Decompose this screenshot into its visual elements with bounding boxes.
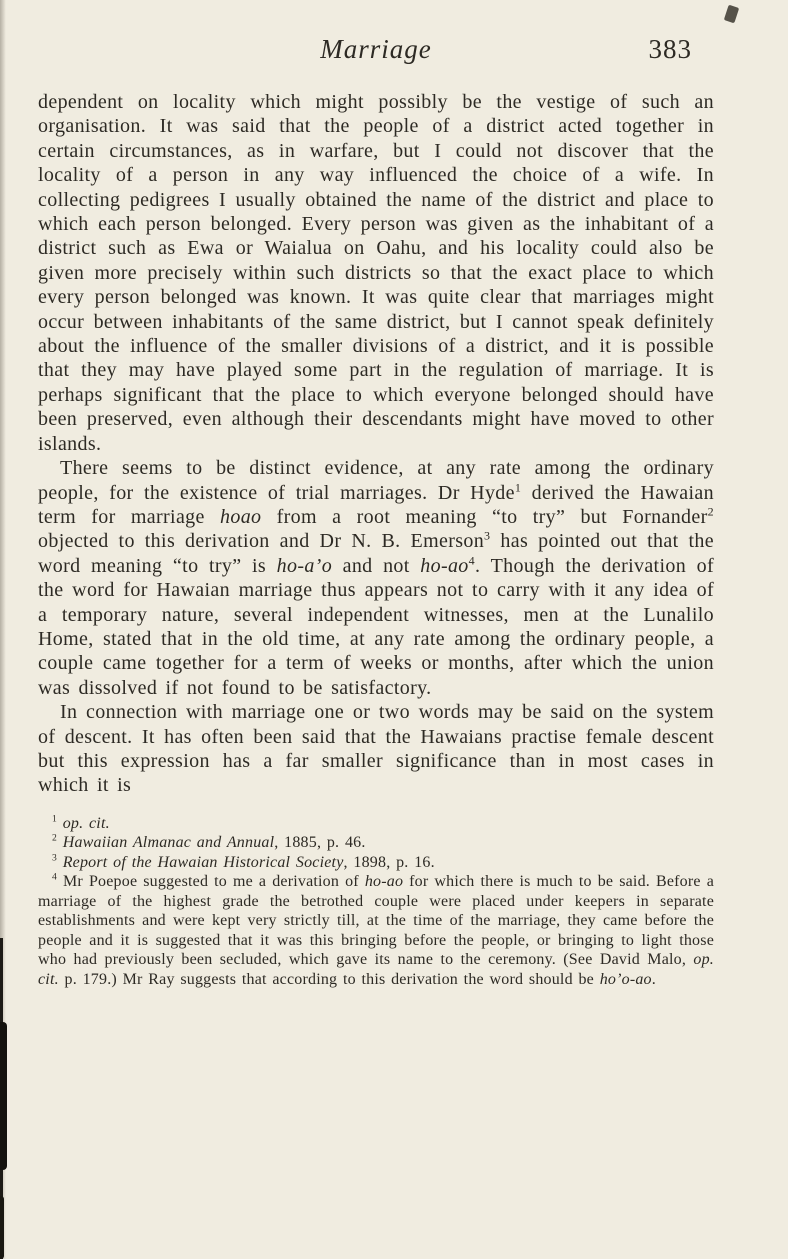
footnote: $^4$ Mr Poepoe suggested to me a derivation of ho-ao for which there is much to be said. Before a marriage of the highest grade the betrothed couple were placed under keepers in separate establishments and were kept very strictly till, at the time of the marriage, they came before the people and it is suggested that it was this bringing before the people, or bringing to light those who had previously been secluded, which gave its name to the ceremony. (See David Malo, op. cit. p. 179.) Mr Ray suggests that according to this derivation the word should be ho’o-ao. bbox=[38, 871, 714, 988]
page-number: 383 bbox=[648, 34, 692, 64]
scan-edge-artifact bbox=[0, 1022, 7, 1170]
page-content bbox=[38, 34, 714, 989]
scan-edge-artifact bbox=[0, 1196, 4, 1259]
paragraph: There seems to be distinct evidence, at any rate among the ordinary people, for the existence of trial marriages. Dr Hyde$^1$ derived the Hawaian term for marriage hoao from a root meaning “to try” but Fornander$^2$ objected to this derivation and Dr N. B. Emerson$^3$ has pointed out that the word meaning “to try” is ho-a’o and not $ho-ao^4$. Though the derivation of the word for Hawaian marriage thus appears not to carry with it any idea of a temporary nature, several independent witnesses, men at the Lunalilo Home, stated that in the old time, at any rate among the ordinary people, a couple came together for a term of weeks or months, after which the union was dissolved if not found to be satisfactory. bbox=[38, 457, 715, 699]
footnote: $^3$ Report of the Hawaian Historical Society, 1898, p. 16. bbox=[52, 852, 435, 871]
running-title: Marriage bbox=[320, 34, 432, 64]
footnote: $^2$ Hawaiian Almanac and Annual, 1885, p. 46. bbox=[52, 832, 366, 852]
scan-corner-artifact bbox=[724, 5, 739, 24]
paragraph: dependent on locality which might possibly be the vestige of such an organisation. It was said that the people of a district acted together in certain circumstances, as in warfare, but I could not discover that the locality of a person in any way influenced the choice of a wife. In collecting pedigrees I usually obtained the name of the district and place to which each person belonged. Every person was given as the inhabitant of a district such as Ewa or Waialua on Oahu, and his locality could also be given more precisely within such districts so that the exact place to which every person belonged was known. It was quite clear that marriages might occur between inhabitants of the same district, but I cannot speak definitely about the influence of the smaller divisions of a district, and it is possible that they may have played some part in the regulation of marriage. It is perhaps significant that the place to which everyone belonged should have been preserved, even although their descendants might have moved to other islands. bbox=[38, 91, 714, 455]
body-text bbox=[38, 90, 714, 798]
paragraph: In connection with marriage one or two words may be said on the system of descent. It has often been said that the Hawaians practise female descent but this expression has a far smaller significance than in most cases in which it is bbox=[38, 701, 714, 797]
footnotes-section bbox=[38, 814, 714, 990]
footnote: $^1$ op. cit. bbox=[52, 813, 110, 832]
page-header bbox=[38, 34, 714, 78]
